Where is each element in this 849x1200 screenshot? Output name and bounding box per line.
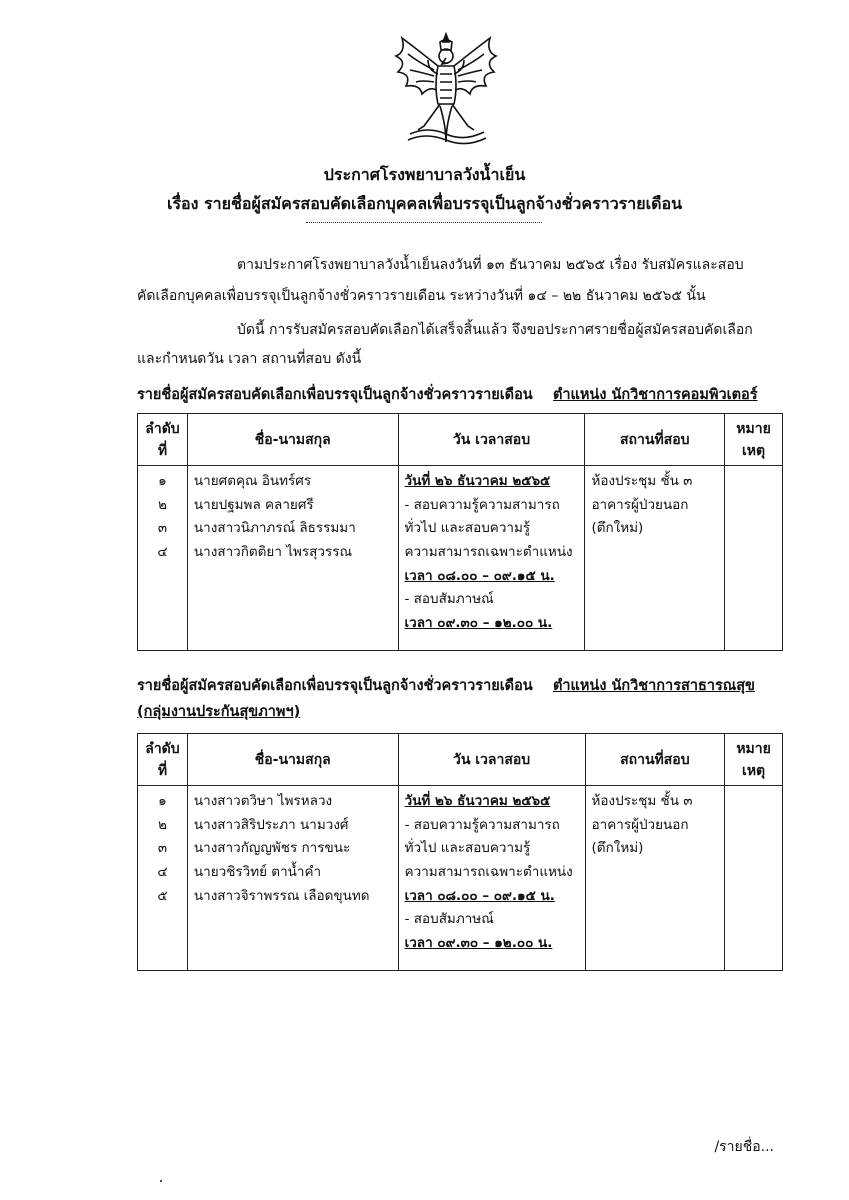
- intro-paragraph-1-line-1: ตามประกาศโรงพยาบาลวังน้ำเย็นลงวันที่ ๑๓ ธันวาคม ๒๕๖๕ เรื่อง รับสมัครและสอบ: [237, 257, 744, 273]
- exam-knowledge-line-2: ทั่วไป และสอบความรู้: [404, 840, 531, 857]
- remark-cell: [725, 466, 783, 651]
- section-2-position: ตำแหน่ง นักวิชาการสาธารณสุข: [552, 678, 755, 694]
- announcement-subject: เรื่อง รายชื่อผู้สมัครสอบคัดเลือกบุคคลเพื่อบรรจุเป็นลูกจ้างชั่วคราวรายเดือน: [166, 194, 683, 213]
- row-number: ๕: [157, 887, 168, 904]
- applicant-name: นางสาวกัญญพัชร การขนะ: [193, 840, 351, 857]
- row-number: ๑: [158, 793, 167, 809]
- row-number: ๓: [157, 520, 168, 537]
- exam-knowledge-line-3: ความสามารถเฉพาะตำแหน่ง: [404, 544, 573, 561]
- section-1-heading: [137, 383, 758, 406]
- col-place-header: สถานที่สอบ: [585, 734, 725, 786]
- col-remark-header: หมาย เหตุ: [725, 734, 783, 786]
- name-cell: [187, 786, 398, 971]
- place-line-2: อาคารผู้ป่วยนอก: [591, 496, 689, 513]
- place-line-1: ห้องประชุม ชั้น ๓: [591, 793, 693, 809]
- table-row: [138, 466, 783, 651]
- table-header-row: [138, 414, 783, 466]
- exam-knowledge-line-2: ทั่วไป และสอบความรู้: [404, 520, 531, 537]
- col-datetime-header: วัน เวลาสอบ: [398, 734, 585, 786]
- exam-time-1: เวลา ๐๘.๐๐ – ๐๙.๑๕ น.: [404, 567, 555, 584]
- order-cell: [138, 466, 188, 651]
- name-cell: [187, 466, 398, 651]
- exam-knowledge-line-1: - สอบความรู้ความสามารถ: [404, 816, 560, 833]
- exam-time-1: เวลา ๐๘.๐๐ – ๐๙.๑๕ น.: [404, 887, 555, 904]
- exam-time-2: เวลา ๐๙.๓๐ – ๑๒.๐๐ น.: [404, 935, 553, 952]
- section-2-heading: [137, 674, 755, 697]
- col-datetime-header: วัน เวลาสอบ: [398, 414, 585, 466]
- place-line-3: (ตึกใหม่): [591, 840, 644, 857]
- section-1-position: ตำแหน่ง นักวิชาการคอมพิวเตอร์: [552, 387, 758, 403]
- exam-interview: - สอบสัมภาษณ์: [404, 911, 494, 928]
- place-line-3: (ตึกใหม่): [591, 520, 644, 537]
- place-line-2: อาคารผู้ป่วยนอก: [591, 816, 689, 833]
- applicant-name: นายวชิรวิทย์ ตาน้ำคำ: [193, 864, 322, 881]
- applicant-name: นางสาวนิภาภรณ์ ลิธรรมมา: [193, 520, 356, 537]
- place-cell: [585, 466, 725, 651]
- col-remark-header: หมาย เหตุ: [725, 414, 783, 466]
- intro-paragraph-2-line-2: และกำหนดวัน เวลา สถานที่สอบ ดังนี้: [137, 351, 362, 367]
- place-cell: [585, 786, 725, 971]
- datetime-cell: [398, 466, 585, 651]
- applicant-name: นายปฐมพล คลายศรี: [193, 496, 314, 513]
- row-number: ๓: [157, 840, 168, 857]
- datetime-cell: [398, 786, 585, 971]
- garuda-emblem-icon: [388, 30, 504, 148]
- order-cell: [138, 786, 188, 971]
- col-place-header: สถานที่สอบ: [585, 414, 725, 466]
- scan-speck: [160, 1180, 162, 1182]
- exam-knowledge-line-3: ความสามารถเฉพาะตำแหน่ง: [404, 864, 573, 881]
- row-number: ๔: [157, 544, 168, 561]
- exam-date: วันที่ ๒๖ ธันวาคม ๒๕๖๕: [404, 793, 551, 809]
- remark-cell: [725, 786, 783, 971]
- section-1-table: [137, 413, 783, 651]
- exam-interview: - สอบสัมภาษณ์: [404, 591, 494, 608]
- exam-date: วันที่ ๒๖ ธันวาคม ๒๕๖๕: [404, 473, 551, 489]
- section-2-table: [137, 733, 783, 971]
- applicant-name: นางสาวตวิษา ไพรหลวง: [193, 793, 333, 809]
- row-number: ๔: [157, 864, 168, 881]
- section-2-position-subtitle: (กลุ่มงานประกันสุขภาพฯ): [137, 704, 301, 720]
- applicant-name: นางสาวกิตติยา ไพรสุวรรณ: [193, 544, 352, 561]
- exam-knowledge-line-1: - สอบความรู้ความสามารถ: [404, 496, 560, 513]
- section-1-heading-text: รายชื่อผู้สมัครสอบคัดเลือกเพื่อบรรจุเป็นลูกจ้างชั่วคราวรายเดือน: [137, 387, 533, 403]
- continued-marker: /รายชื่อ...: [714, 1139, 774, 1155]
- section-2-heading-text: รายชื่อผู้สมัครสอบคัดเลือกเพื่อบรรจุเป็นลูกจ้างชั่วคราวรายเดือน: [137, 678, 533, 694]
- row-number: ๒: [158, 496, 167, 513]
- row-number: ๑: [158, 473, 167, 489]
- place-line-1: ห้องประชุม ชั้น ๓: [591, 473, 693, 489]
- applicant-name: นางสาวจิราพรรณ เลือดขุนทด: [193, 887, 370, 904]
- col-order-header: ลำดับ ที่: [138, 734, 188, 786]
- table-header-row: [138, 734, 783, 786]
- dotted-divider: [306, 222, 542, 223]
- exam-time-2: เวลา ๐๙.๓๐ – ๑๒.๐๐ น.: [404, 615, 553, 632]
- col-order-header: ลำดับ ที่: [138, 414, 188, 466]
- row-number: ๒: [158, 816, 167, 833]
- announcement-title: ประกาศโรงพยาบาลวังน้ำเย็น: [323, 165, 526, 184]
- applicant-name: นางสาวสิริประภา นามวงศ์: [193, 816, 349, 833]
- intro-paragraph-1-line-2: คัดเลือกบุคคลเพื่อบรรจุเป็นลูกจ้างชั่วคราวรายเดือน ระหว่างวันที่ ๑๔ – ๒๒ ธันวาคม ๒๕๖๕ นั้น: [137, 288, 706, 304]
- col-name-header: ชื่อ-นามสกุล: [187, 734, 398, 786]
- table-row: [138, 786, 783, 971]
- applicant-name: นายศตคุณ อินทร์ศร: [193, 473, 312, 489]
- col-name-header: ชื่อ-นามสกุล: [187, 414, 398, 466]
- intro-paragraph-2-line-1: บัดนี้ การรับสมัครสอบคัดเลือกได้เสร็จสิ้นแล้ว จึงขอประกาศรายชื่อผู้สมัครสอบคัดเลือก: [237, 322, 753, 338]
